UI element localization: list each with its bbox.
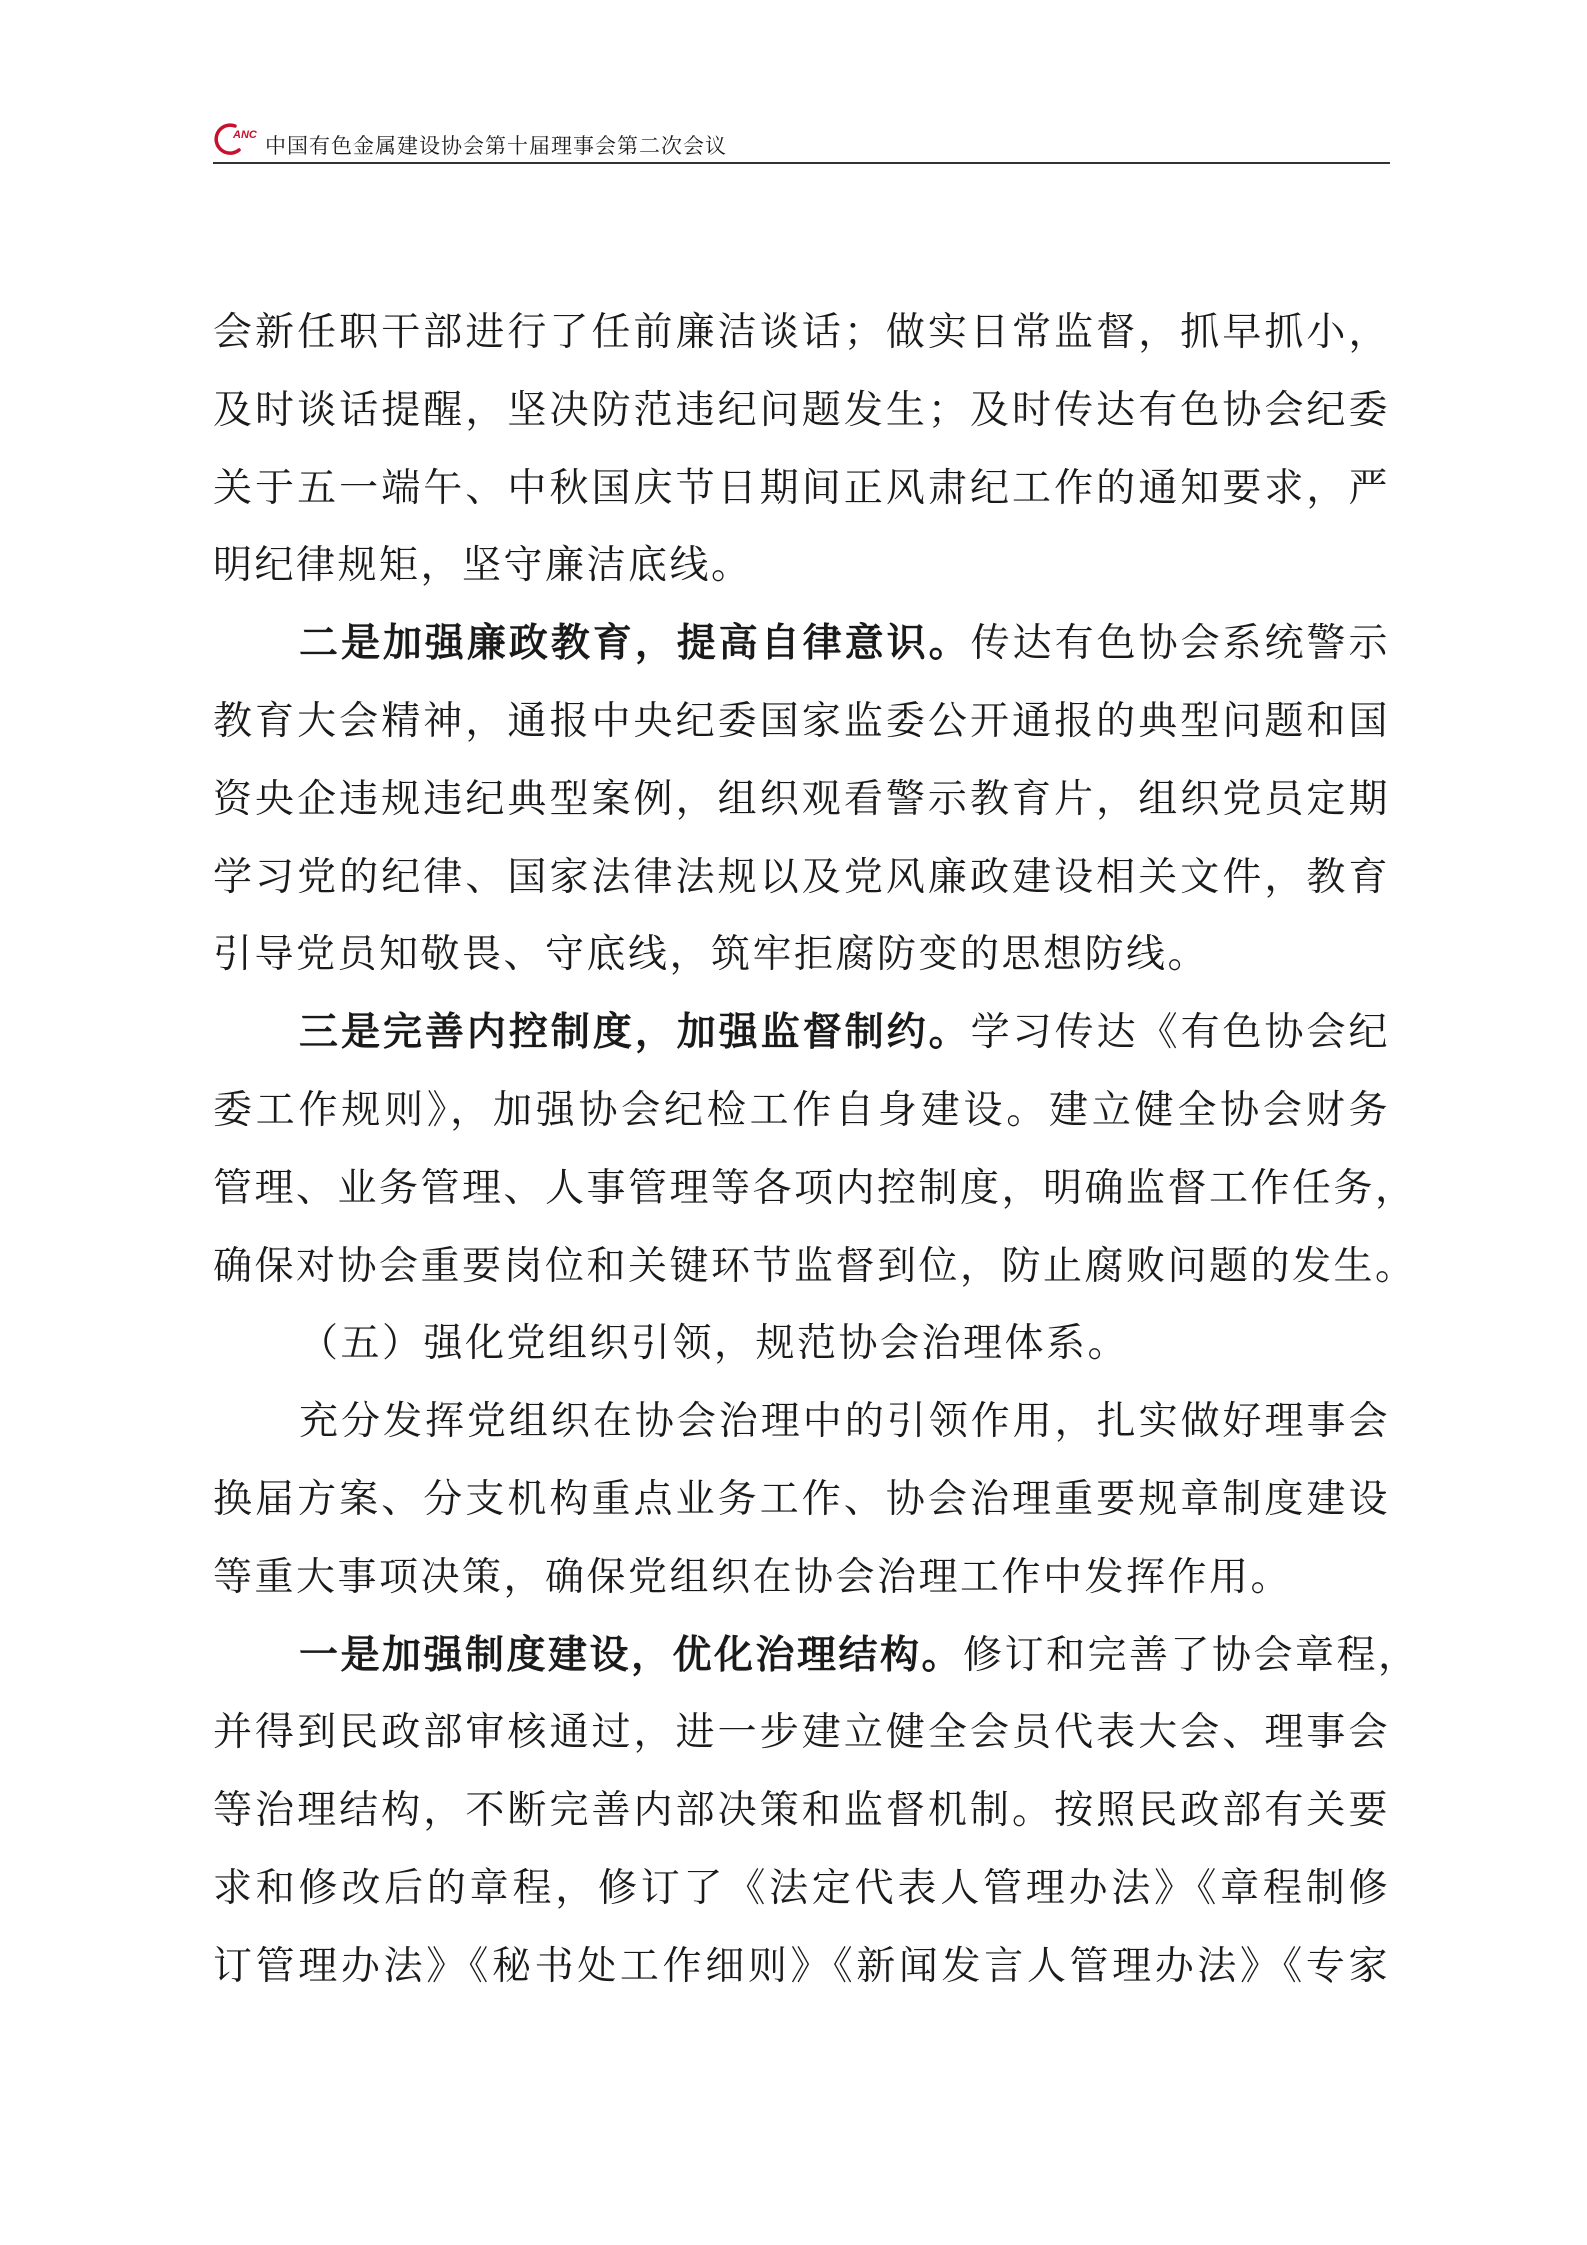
line-text: 传达有色协会系统警示: [970, 621, 1390, 667]
line-text: 求和修改后的章程，修订了《法定代表人管理办法》《章程制修: [213, 1865, 1390, 1911]
text-line: [213, 1228, 1417, 1306]
line-text: 关于五一端午、中秋国庆节日期间正风肃纪工作的通知要求，严: [213, 465, 1390, 511]
line-text: 及时谈话提醒，坚决防范违纪问题发生；及时传达有色协会纪委: [213, 387, 1390, 433]
line-text: 修订和完善了协会章程，: [963, 1632, 1420, 1678]
line-text: 引导党员知敬畏、守底线，筑牢拒腐防变的思想防线。: [213, 932, 1210, 978]
text-line: [213, 1383, 1390, 1461]
text-line: [213, 1928, 1390, 2006]
text-line: [213, 761, 1390, 839]
text-line: [213, 1617, 1420, 1695]
text-line: [213, 1772, 1390, 1850]
line-text: 资央企违规违纪典型案例，组织观看警示教育片，组织党员定期: [213, 776, 1390, 822]
text-line: [213, 1461, 1390, 1539]
bold-lead-phrase: 二是加强廉政教育，提高自律意识。: [299, 620, 971, 667]
svg-text:ANC: ANC: [233, 129, 257, 141]
text-line: [213, 294, 1390, 372]
text-line: [213, 1539, 1390, 1617]
line-text: 等治理结构，不断完善内部决策和监督机制。按照民政部有关要: [213, 1788, 1390, 1834]
line-text: 订管理办法》《秘书处工作细则》《新闻发言人管理办法》《专家: [213, 1943, 1390, 1989]
bold-lead-phrase: 一是加强制度建设，优化治理结构。: [299, 1631, 964, 1678]
line-text: 管理、业务管理、人事管理等各项内控制度，明确监督工作任务，: [213, 1165, 1417, 1211]
text-line: [213, 994, 1390, 1072]
text-line: [213, 683, 1390, 761]
line-text: 充分发挥党组织在协会治理中的引领作用，扎实做好理事会: [299, 1399, 1390, 1445]
text-line: [213, 527, 1390, 605]
line-text: 换届方案、分支机构重点业务工作、协会治理重要规章制度建设: [213, 1476, 1390, 1522]
text-line: [213, 1850, 1390, 1928]
line-text: 明纪律规矩，坚守廉洁底线。: [213, 543, 753, 589]
page-header: [213, 112, 1390, 164]
text-line: [213, 1694, 1390, 1772]
line-text: 学习党的纪律、国家法律法规以及党风廉政建设相关文件，教育: [213, 854, 1390, 900]
document-body: [213, 294, 1420, 2006]
text-line: [213, 839, 1390, 917]
text-line: [213, 450, 1390, 528]
line-text: 确保对协会重要岗位和关键环节监督到位，防止腐败问题的发生。: [213, 1243, 1417, 1289]
line-text: （五）强化党组织引领，规范协会治理体系。: [299, 1321, 1130, 1367]
line-text: 等重大事项决策，确保党组织在协会治理工作中发挥作用。: [213, 1554, 1293, 1600]
line-text: 委工作规则》，加强协会纪检工作自身建设。建立健全协会财务: [213, 1087, 1390, 1133]
line-text: 会新任职干部进行了任前廉洁谈话；做实日常监督，抓早抓小，: [213, 310, 1390, 355]
association-logo: [213, 120, 261, 156]
text-line: [213, 1150, 1417, 1228]
text-line: [213, 372, 1390, 450]
text-line: [213, 916, 1390, 994]
text-line: [213, 1072, 1390, 1150]
text-line: [213, 1305, 1390, 1383]
line-text: 并得到民政部审核通过，进一步建立健全会员代表大会、理事会: [213, 1710, 1390, 1756]
line-text: 学习传达《有色协会纪: [970, 1010, 1390, 1056]
bold-lead-phrase: 三是完善内控制度，加强监督制约。: [299, 1009, 971, 1056]
header-title: 中国有色金属建设协会第十届理事会第二次会议: [265, 134, 727, 158]
line-text: 教育大会精神，通报中央纪委国家监委公开通报的典型问题和国: [213, 698, 1390, 744]
text-line: [213, 605, 1390, 683]
